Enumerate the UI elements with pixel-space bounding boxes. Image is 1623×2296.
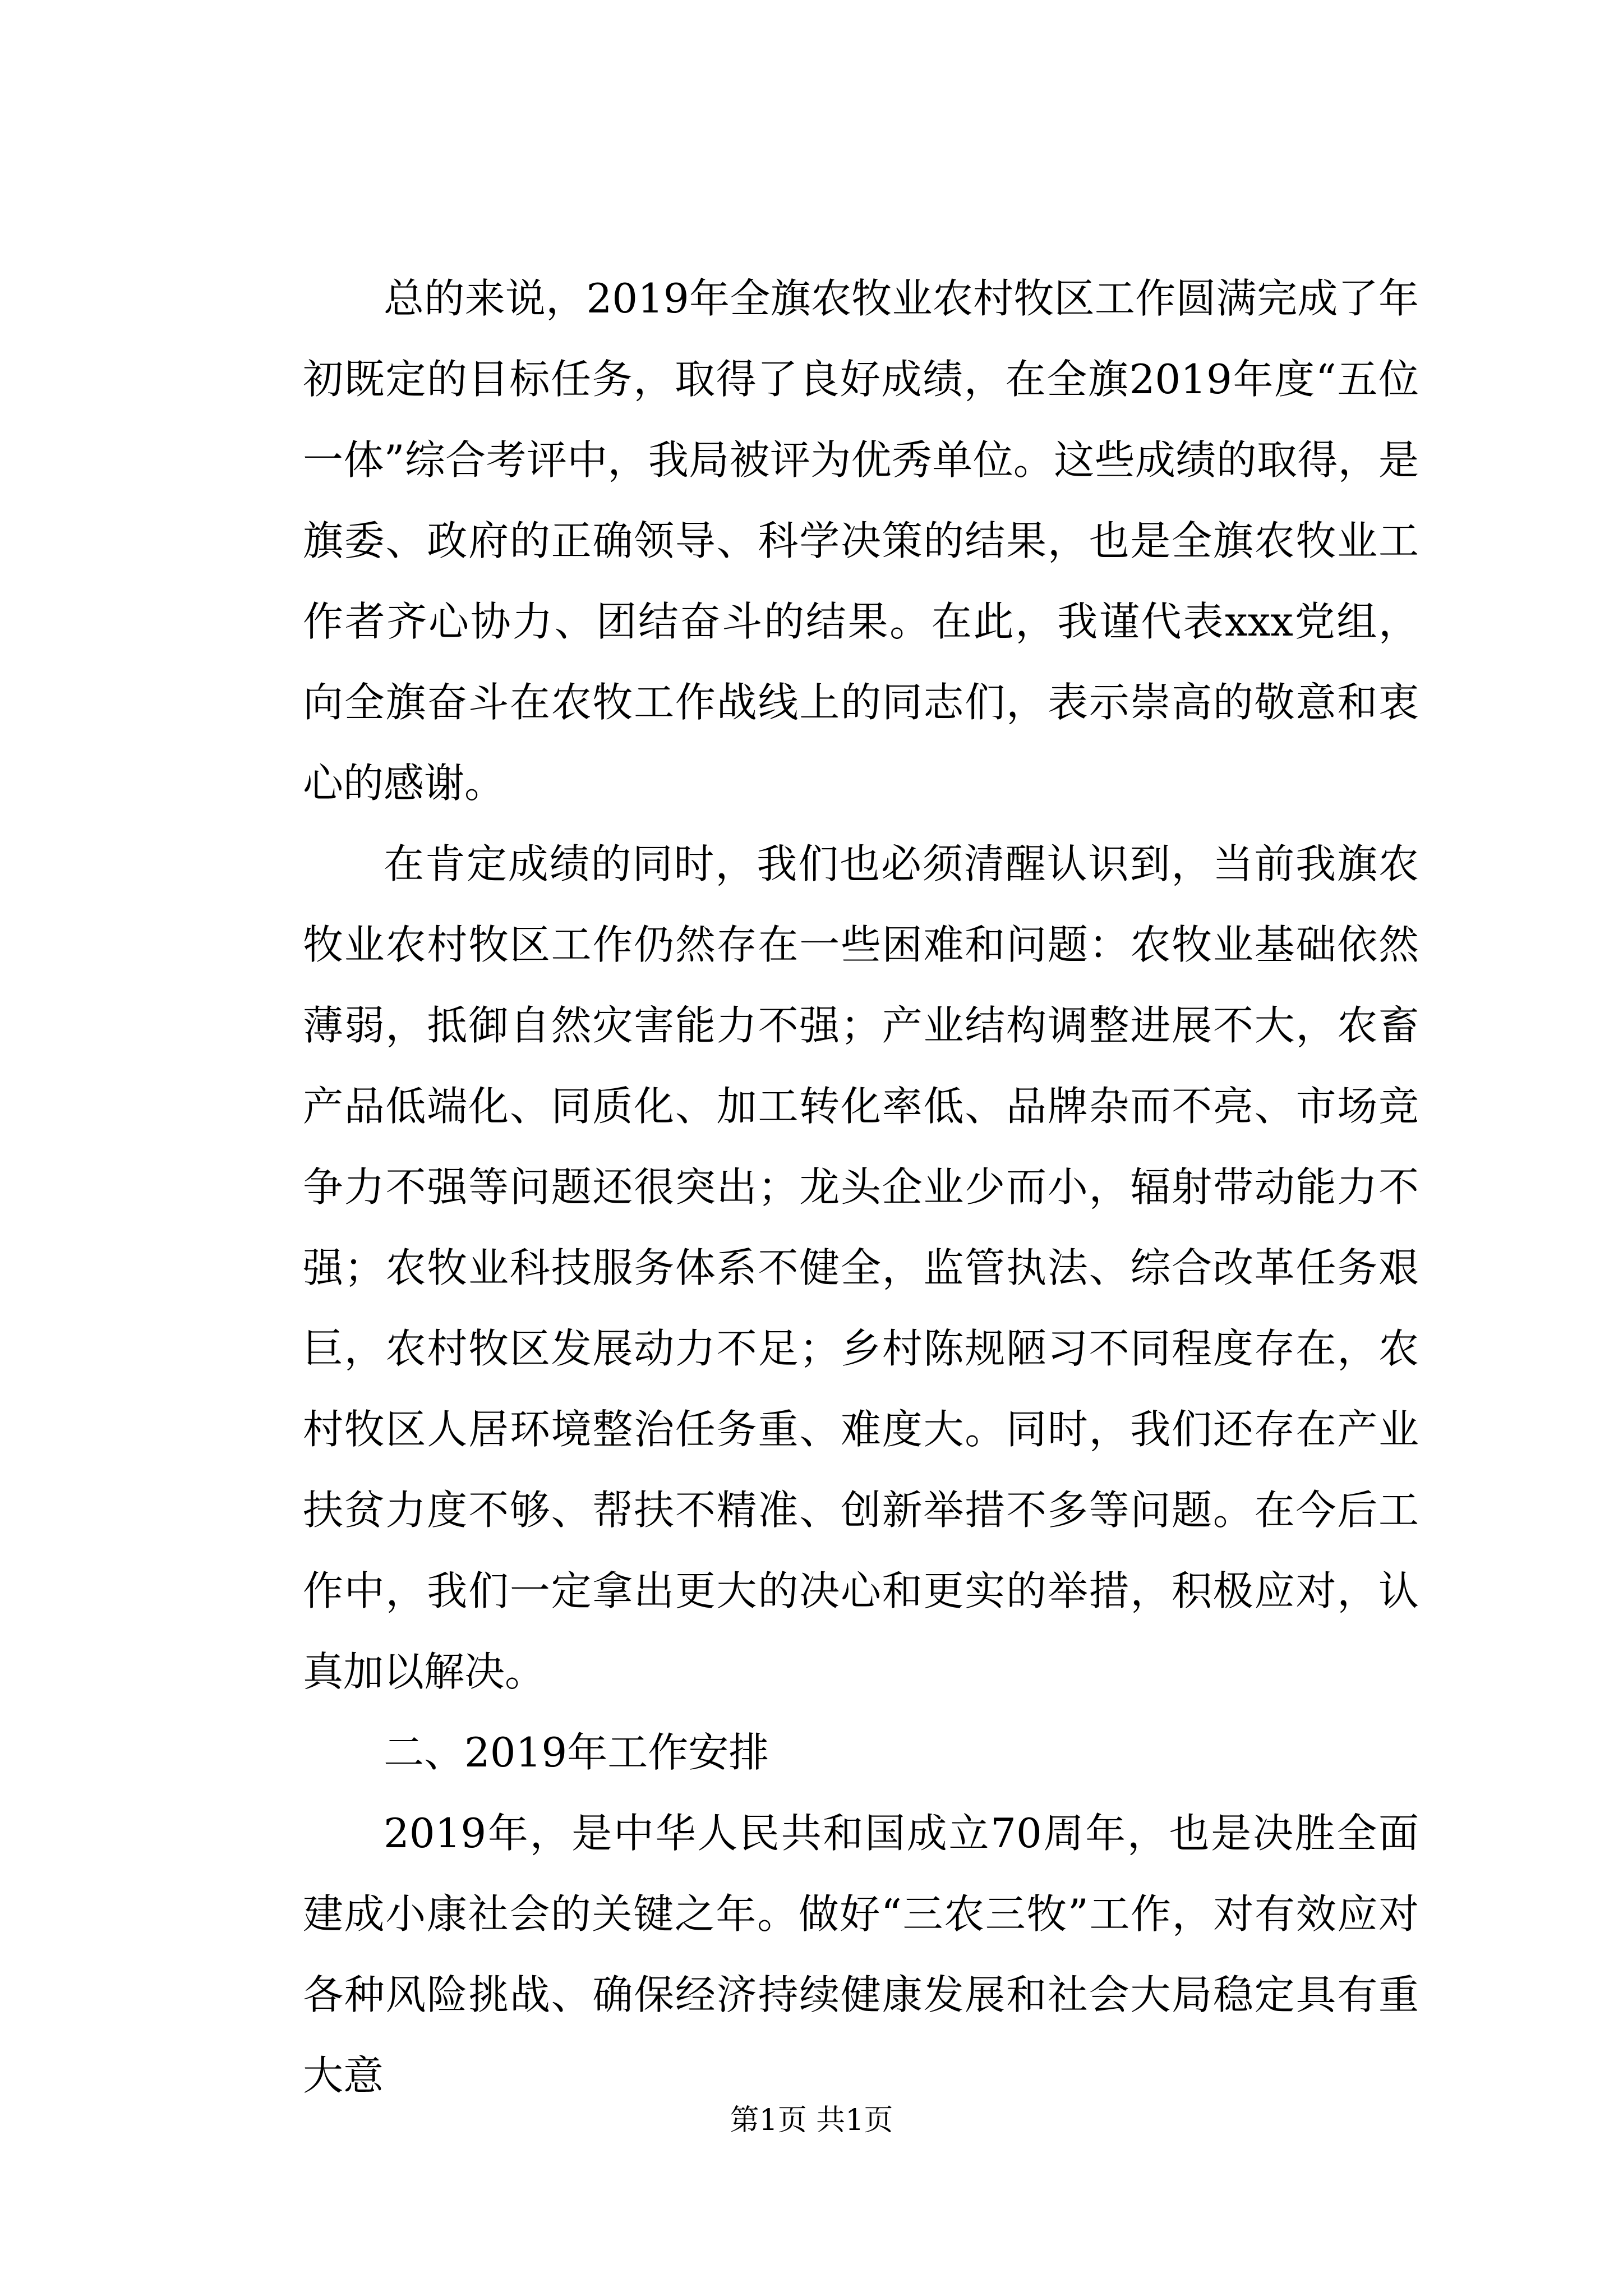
page-footer: 第1页 共1页 [730,2104,893,2137]
document-body [303,258,1419,2116]
paragraph-work-plan: 2019年，是中华人民共和国成立70周年，也是决胜全面建成小康社会的关键之年。做好“三农三牧”工作，对有效应对各种风险挑战、确保经济持续健康发展和社会大局稳定具有重大意 [303,1810,1419,2099]
paragraph-summary: 总的来说，2019年全旗农牧业农村牧区工作圆满完成了年初既定的目标任务，取得了良好成绩，在全旗2019年度“五位一体”综合考评中，我局被评为优秀单位。这些成绩的取得，是旗委、政府的正确领导、科学决策的结果，也是全旗农牧业工作者齐心协力、团结奋斗的结果。在此，我谨代表xxx党组，向全旗奋斗在农牧工作战线上的同志们，表示崇高的敬意和衷心的感谢。 [303,275,1419,807]
section-heading: 二、2019年工作安排 [384,1729,769,1776]
paragraph-problems: 在肯定成绩的同时，我们也必须清醒认识到，当前我旗农牧业农村牧区工作仍然存在一些困难和问题：农牧业基础依然薄弱，抵御自然灾害能力不强；产业结构调整进展不大，农畜产品低端化、同质化、加工转化率低、品牌杂而不亮、市场竞争力不强等问题还很突出；龙头企业少而小，辐射带动能力不强；农牧业科技服务体系不健全，监管执法、综合改革任务艰巨，农村牧区发展动力不足；乡村陈规陋习不同程度存在，农村牧区人居环境整治任务重、难度大。同时，我们还存在产业扶贫力度不够、帮扶不精准、创新举措不多等问题。在今后工作中，我们一定拿出更大的决心和更实的举措，积极应对，认真加以解决。 [303,840,1419,1695]
